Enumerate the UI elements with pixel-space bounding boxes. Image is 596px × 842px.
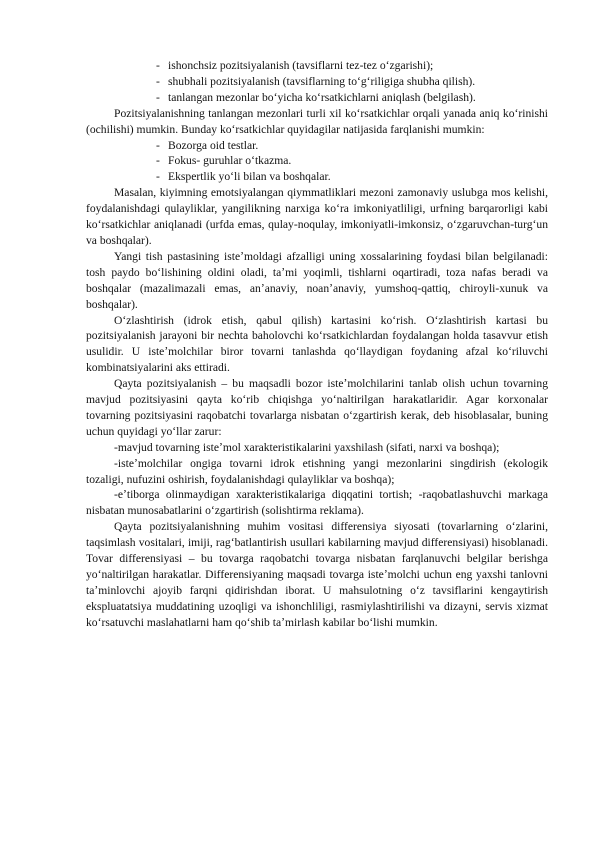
dash-bullet-icon: -: [156, 74, 160, 88]
list-item: [86, 169, 548, 185]
list-item-text: Ekspertlik yoʻli bilan va boshqalar.: [168, 170, 331, 184]
sub-item: -mavjud tovarning isteʼmol xarakteristikalarini yaxshilash (sifati, narxi va boshqa);: [114, 440, 500, 454]
paragraph: Yangi tish pastasining isteʼmoldagi afzalligi uning xossalarining foydasi bilan belgilanadi: tosh paydo boʻlishining oldini oladi, taʼmi yoqimli, tishlarni oqartiradi, toza nafas beradi va boshqalar (mazalimazali emas, anʼanaviy, noanʼanaviy, yumshoq-qattiq, chiroyli-xunuk va boshqalar).: [86, 249, 548, 311]
list-item-text: shubhali pozitsiyalanish (tavsiflarning toʻgʻriligiga shubha qilish).: [168, 74, 476, 88]
list-item-text: Bozorga oid testlar.: [168, 138, 259, 152]
dash-bullet-icon: -: [156, 59, 160, 72]
paragraph: Masalan, kiyimning emotsiyalangan qiymmatliklari mezoni zamonaviy uslubga mos kelishi, foydalanishdagi qulayliklar, yangilikning narxiga koʻra imkoniyatliligi, urfning barqarorligi kabi koʻrsatkichlar aniqlanadi (urfda emas, qulay-noqulay, imkoniyatli-imkonsiz, oʻzgaruvchan-turgʻun va boshqalar).: [86, 186, 548, 247]
dash-bullet-icon: -: [156, 154, 160, 168]
list-item-text: ishonchsiz pozitsiyalanish (tavsiflarni tez-tez oʻzgarishi);: [168, 59, 434, 72]
sub-item: -isteʼmolchilar ongiga tovarni idrok etishning yangi mezonlarini singdirish (ekologik tozaligi, nufuzini oshirish, foydalanishdagi qulayliklar va boshqa);: [86, 456, 548, 486]
list-item: [86, 153, 548, 169]
paragraph: Pozitsiyalanishning tanlangan mezonlari turli xil koʻrsatkichlar orqali yanada aniq koʻrinishi (ochilishi) mumkin. Bunday koʻrsatkichlar quyidagilar natijasida farqlanishi mumkin:: [86, 106, 548, 136]
paragraph: Qayta pozitsiyalanish – bu maqsadli bozor isteʼmolchilarini tanlab olish uchun tovarning mavjud pozitsiyasini qayta koʻrib chiqishga yoʻnaltirilgan harakatlaridir. Agar korxonalar tovarning pozitsiyasini raqobatchi tovarlarga nisbatan oʻzgartirish kerak, deb hisoblasalar, buning uchun quyidagi yoʻllar zarur:: [86, 377, 548, 438]
sub-item: -eʼtiborga olinmaydigan xarakteristikalariga diqqatini tortish; -raqobatlashuvchi markaga nisbatan munosabatlarini oʻzgartirish (solishtirma reklama).: [86, 488, 548, 518]
dash-bullet-icon: -: [156, 138, 160, 152]
paragraph: Qayta pozitsiyalanishning muhim vositasi differensiya siyosati (tovarlarning oʻzlarini, taqsimlash vositalari, imiji, ragʻbatlantirish usullari kabilarning mavjud differensiyasi) hisoblanadi. Tovar differensiyasi – bu tovarga raqobatchi tovarga nisbatan farqlanuvchi belgilar berishga yoʻnaltirilgan harakatlar. Differensiyaning maqsadi tovarga isteʼmolchi uchun eng yaxshi tanlovni taʼminlovchi ajoyib farqni qidirishdan iborat. U mahsulotning oʻz tavsiflarini kengaytirish ekspluatatsiya muddatining uzoqligi va ishonchliligi, rasmiylashtirilishi va dizayni, servis xizmat koʻrsatuvchi maslahatlarni ham qoʻshib taʼmirlash kabilar boʻlishi mumkin.: [86, 520, 548, 629]
list-item: [86, 74, 548, 90]
list-item: [86, 90, 548, 106]
list-item-text: Fokus- guruhlar oʻtkazma.: [168, 154, 292, 168]
list-item-text: tanlangan mezonlar boʻyicha koʻrsatkichlarni aniqlash (belgilash).: [168, 90, 476, 104]
document-page: [86, 58, 548, 631]
list-item: [86, 58, 548, 74]
paragraph: Oʻzlashtirish (idrok etish, qabul qilish) kartasini koʻrish. Oʻzlashtirish kartasi bu pozitsiyalanish jarayoni bir nechta baholovchi koʻrsatkichlardan foydalangan holda tasavvur etish usulidir. U isteʼmolchilar biror tovarni tanlashda qoʻllaydigan foydaning afzal koʻriluvchi kombinatsiyalarini aks ettiradi.: [86, 313, 548, 375]
dash-bullet-icon: -: [156, 90, 160, 104]
list-item: [86, 138, 548, 154]
dash-bullet-icon: -: [156, 170, 160, 184]
